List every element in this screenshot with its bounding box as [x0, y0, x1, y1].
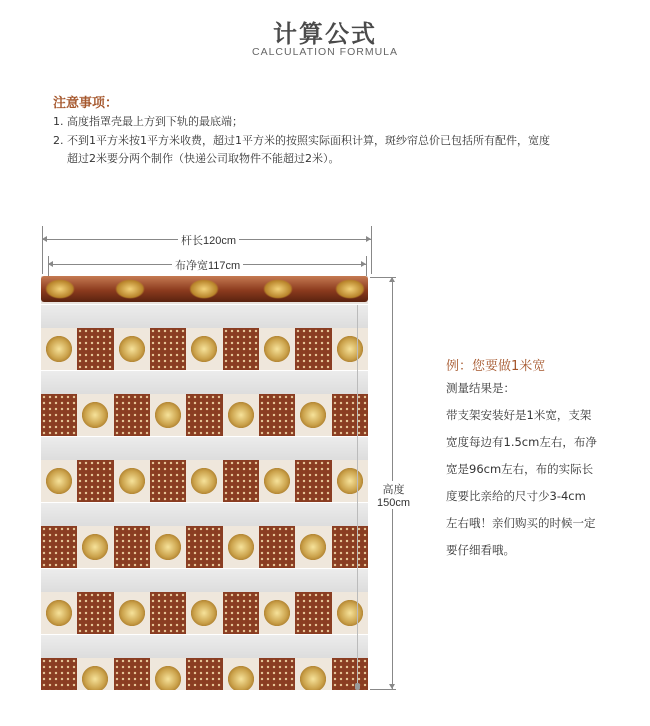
rod-left-arrow-icon [42, 236, 47, 242]
blind-sheer-stripe [41, 502, 368, 527]
fabric-pattern-tile [223, 526, 259, 568]
blind-fabric-band [41, 592, 368, 634]
fabric-pattern-tile [186, 328, 222, 370]
height-bottom-arrow-icon [389, 684, 395, 689]
blind-sheer-stripe [41, 370, 368, 395]
fabric-pattern-tile [150, 328, 186, 370]
fabric-pattern-tile [295, 460, 331, 502]
fabric-pattern-tile [114, 592, 150, 634]
fabric-pattern-tile [186, 592, 222, 634]
fabric-pattern-tile [295, 328, 331, 370]
fabric-pattern-tile [77, 526, 113, 568]
fabric-pattern-tile [223, 460, 259, 502]
height-top-arrow-icon [389, 277, 395, 282]
fabric-pattern-tile [77, 460, 113, 502]
fabric-width-label: 布净宽117cm [172, 257, 243, 273]
example-line: 带支架安装好是1米宽，支架 [446, 408, 592, 422]
fabric-pattern-tile [114, 394, 150, 436]
headrail-ornament-icon [189, 279, 219, 299]
fabric-pattern-tile [295, 592, 331, 634]
example-line: 测量结果是： [446, 381, 515, 395]
zebra-blind-illustration [41, 276, 368, 690]
fabric-pattern-tile [332, 328, 368, 370]
blind-sheer-stripe [41, 304, 368, 329]
pull-cord-end [355, 683, 360, 690]
fabric-pattern-tile [77, 328, 113, 370]
headrail-ornament-icon [45, 279, 75, 299]
example-line: 左右哦！亲们购买的时候一定 [446, 516, 596, 530]
fabric-right-arrow-icon [361, 261, 366, 267]
example-line: 宽度每边有1.5cm左右，布净 [446, 435, 597, 449]
fabric-pattern-tile [332, 394, 368, 436]
fabric-pattern-tile [223, 658, 259, 690]
note-item-2-line-1: 2. 不到1平方米按1平方米收费，超过1平方米的按照实际面积计算，斑纱帘总价已包括所有配件，宽度 [53, 134, 550, 147]
rod-length-label: 杆长120cm [178, 232, 239, 248]
fabric-pattern-tile [223, 592, 259, 634]
fabric-pattern-tile [332, 658, 368, 690]
fabric-pattern-tile [332, 526, 368, 568]
note-item-2-line-2: 超过2米要分两个制作（快递公司取物件不能超过2米）。 [67, 152, 340, 165]
fabric-pattern-tile [295, 526, 331, 568]
fabric-pattern-tile [259, 592, 295, 634]
fabric-pattern-tile [41, 328, 77, 370]
fabric-pattern-tile [41, 394, 77, 436]
fabric-pattern-tile [259, 526, 295, 568]
fabric-pattern-tile [259, 328, 295, 370]
headrail-ornament-icon [115, 279, 145, 299]
rod-right-tick [371, 226, 372, 274]
page-title: 计算公式 [273, 20, 377, 48]
fabric-pattern-tile [186, 526, 222, 568]
blind-fabric-band [41, 658, 368, 690]
notes-title: 注意事项： [53, 96, 119, 111]
height-value-text: 150cm [377, 497, 411, 509]
note-item-1: 1. 高度指罩壳最上方到下轨的最底端； [53, 115, 243, 128]
rod-left-tick [42, 226, 43, 274]
fabric-pattern-tile [41, 592, 77, 634]
fabric-pattern-tile [186, 658, 222, 690]
fabric-pattern-tile [114, 328, 150, 370]
headrail-ornament-icon [335, 279, 365, 299]
fabric-pattern-tile [150, 394, 186, 436]
fabric-pattern-tile [77, 658, 113, 690]
fabric-pattern-tile [41, 460, 77, 502]
fabric-right-tick [366, 256, 367, 276]
fabric-pattern-tile [114, 460, 150, 502]
fabric-left-arrow-icon [48, 261, 53, 267]
example-title: 例：您要做1米宽 [446, 359, 546, 374]
height-label-text: 高度 [382, 484, 405, 496]
fabric-pattern-tile [223, 394, 259, 436]
fabric-pattern-tile [41, 526, 77, 568]
rod-right-arrow-icon [366, 236, 371, 242]
fabric-pattern-tile [295, 394, 331, 436]
fabric-pattern-tile [223, 328, 259, 370]
fabric-pattern-tile [259, 658, 295, 690]
blind-sheer-stripe [41, 568, 368, 593]
fabric-pattern-tile [332, 460, 368, 502]
fabric-pattern-tile [114, 658, 150, 690]
fabric-pattern-tile [150, 658, 186, 690]
example-line: 要仔细看哦。 [446, 543, 515, 557]
fabric-pattern-tile [186, 394, 222, 436]
blind-sheer-stripe [41, 634, 368, 659]
blind-fabric-band [41, 328, 368, 370]
blind-sheer-stripe [41, 436, 368, 461]
blind-fabric-band [41, 460, 368, 502]
height-label [374, 481, 413, 509]
blind-fabric-band [41, 394, 368, 436]
fabric-pattern-tile [77, 592, 113, 634]
height-bottom-tick [370, 689, 396, 690]
fabric-pattern-tile [150, 460, 186, 502]
fabric-pattern-tile [295, 658, 331, 690]
note-item-2 [53, 132, 613, 168]
example-line: 宽是96cm左右，布的实际长 [446, 462, 594, 476]
fabric-pattern-tile [77, 394, 113, 436]
fabric-pattern-tile [150, 592, 186, 634]
fabric-pattern-tile [332, 592, 368, 634]
blind-headrail [41, 276, 368, 302]
fabric-pattern-tile [150, 526, 186, 568]
page-subtitle: CALCULATION FORMULA [252, 46, 398, 58]
fabric-pattern-tile [259, 460, 295, 502]
fabric-pattern-tile [259, 394, 295, 436]
fabric-pattern-tile [41, 658, 77, 690]
pull-cord [357, 305, 358, 685]
blind-fabric-band [41, 526, 368, 568]
headrail-ornament-icon [263, 279, 293, 299]
example-line: 度要比亲给的尺寸少3-4cm [446, 489, 586, 503]
fabric-pattern-tile [186, 460, 222, 502]
fabric-pattern-tile [114, 526, 150, 568]
